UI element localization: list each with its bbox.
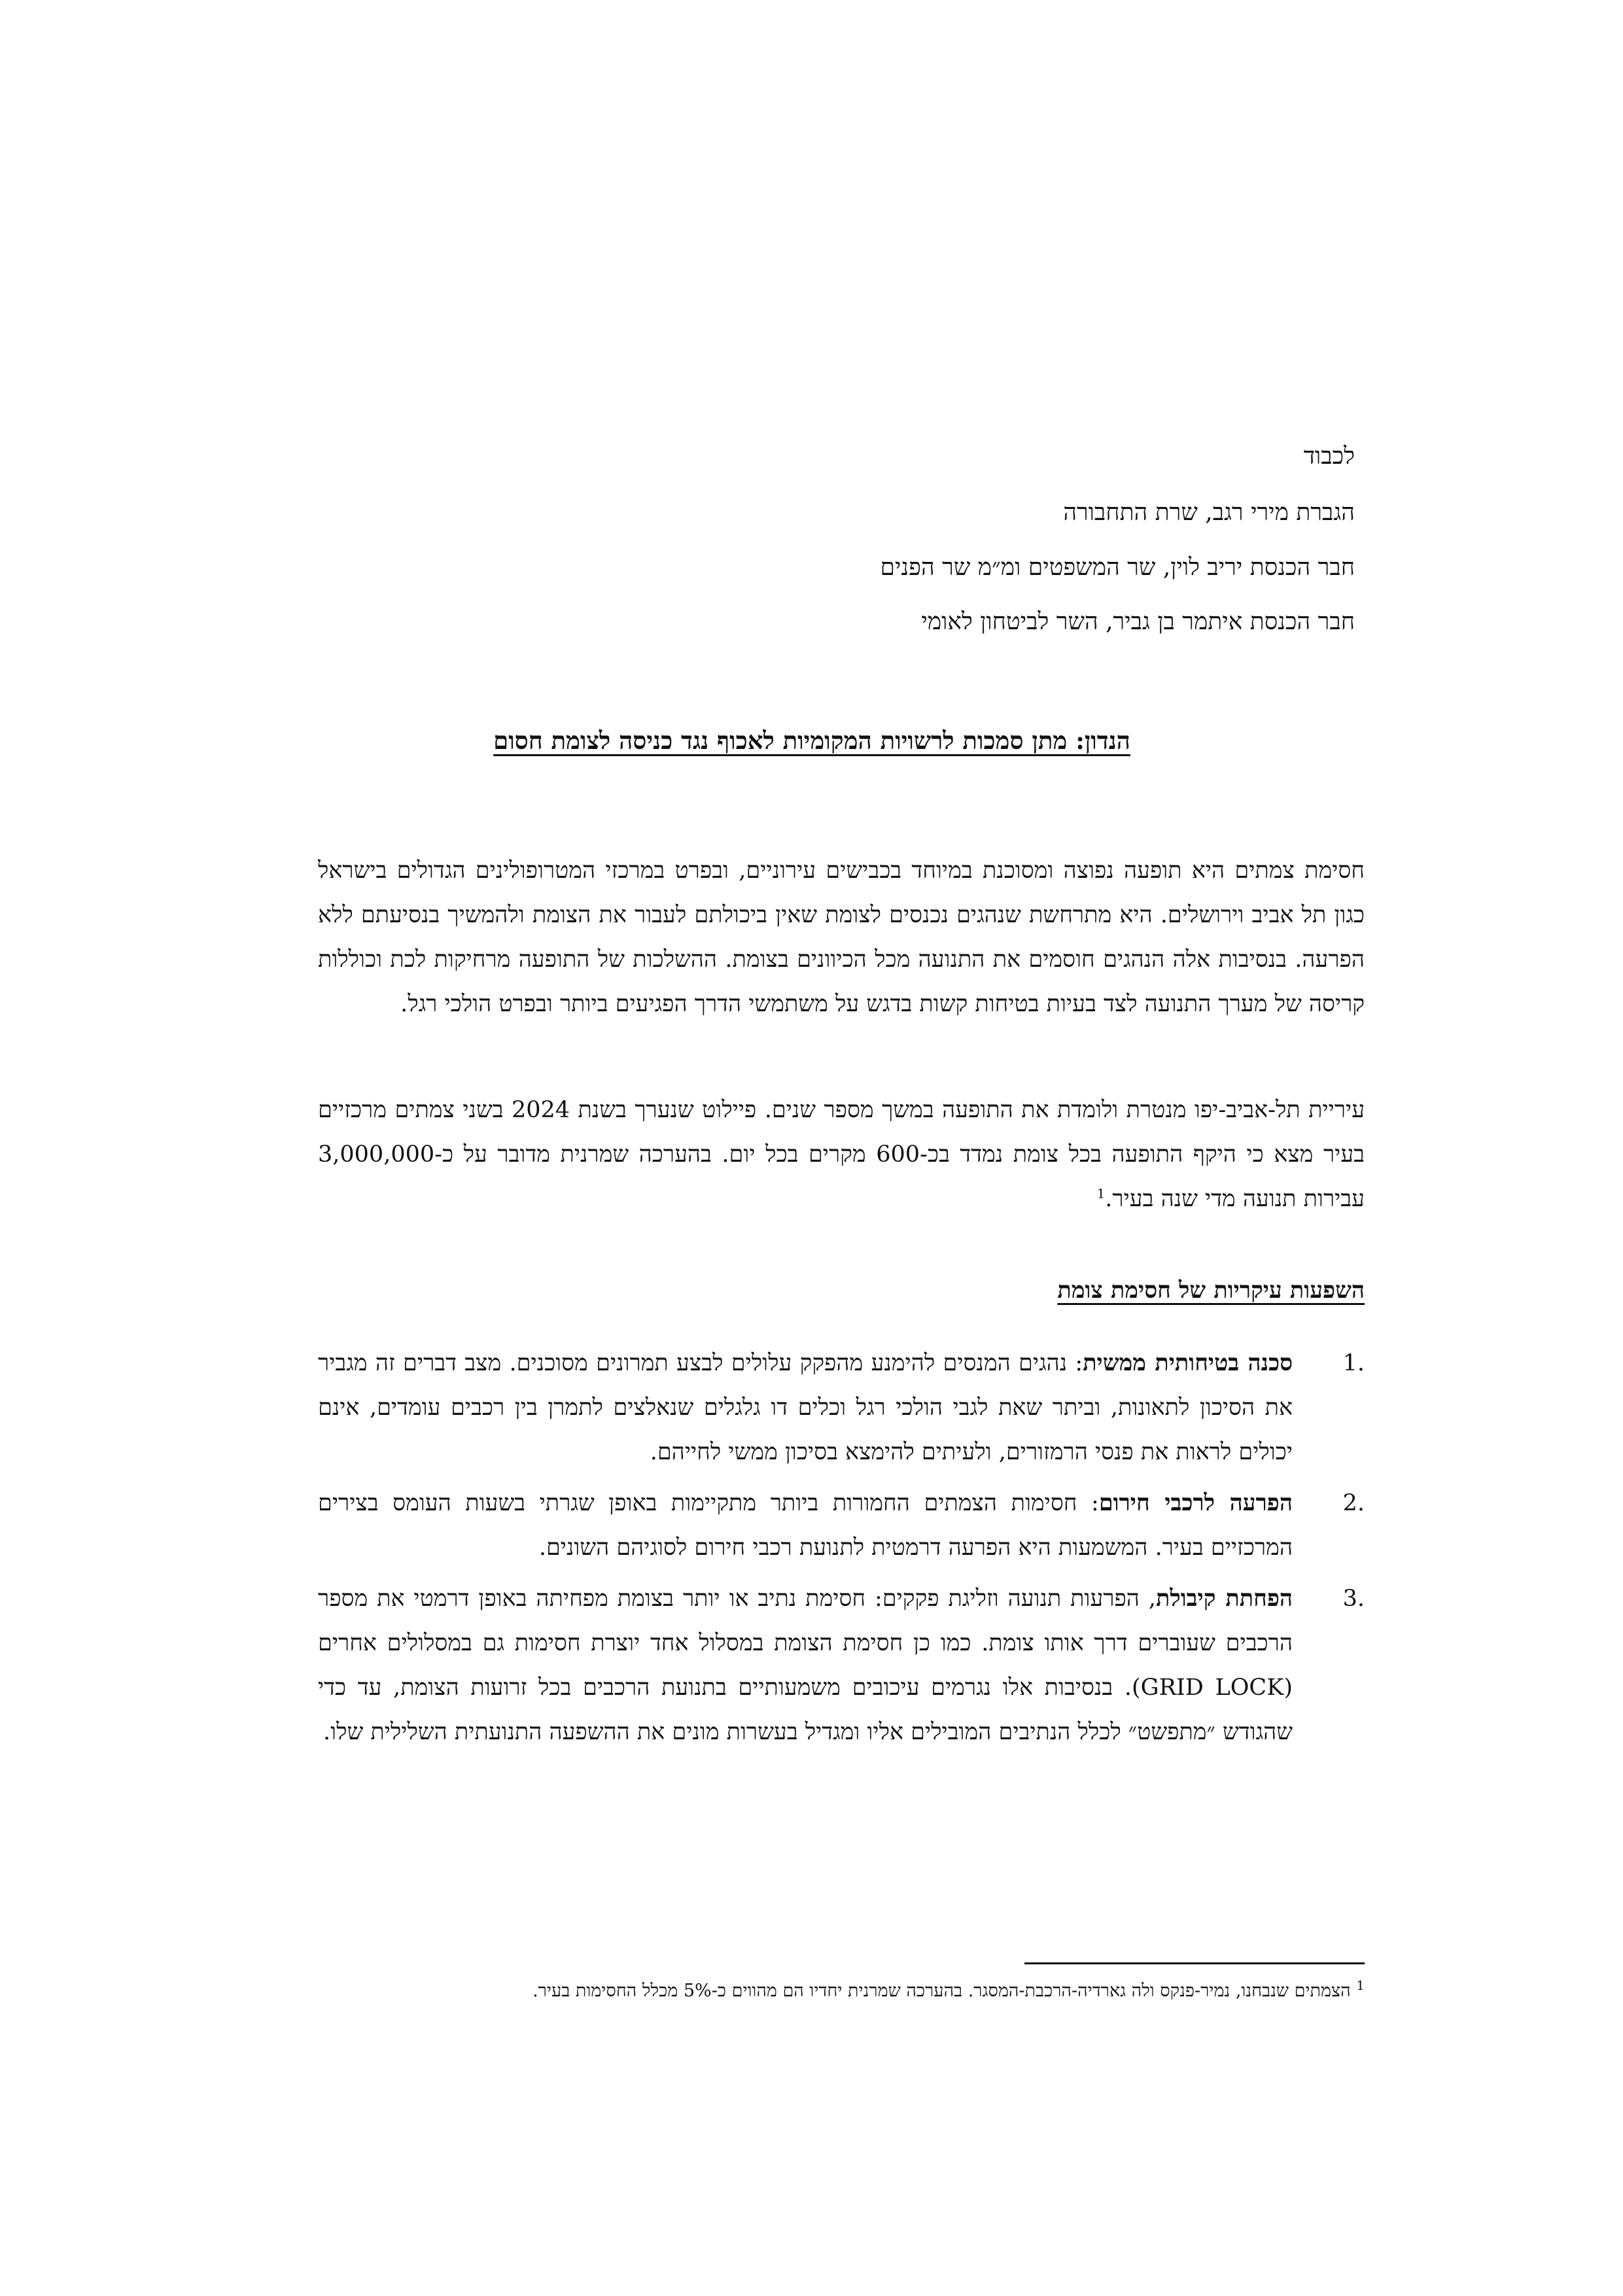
item-lead: הפחתת קיבולת xyxy=(1155,1585,1293,1612)
list-item xyxy=(318,1341,1365,1474)
impacts-list xyxy=(318,1341,1365,1761)
list-number: 3. xyxy=(1342,1586,1365,1612)
list-number: 1. xyxy=(1342,1350,1365,1376)
addressee-line: חבר הכנסת איתמר בן גביר, השר לביטחון לאומי xyxy=(921,608,1355,635)
footnote-text: הצמתים שנבחנו, נמיר-פנקס ולה גארדיה-הרכבת-המסגר. בהערכה שמרנית יחדיו הם מהווים כ-5% מכלל החסימות בעיר. xyxy=(532,1981,1351,2001)
section-heading: השפעות עיקריות של חסימת צומת xyxy=(1057,1277,1365,1304)
list-item xyxy=(318,1576,1365,1754)
body-paragraph xyxy=(318,1088,1365,1221)
item-lead: סכנה בטיחותית ממשית xyxy=(1083,1349,1293,1376)
item-text: : חסימות הצמתים החמורות ביותר מתקיימות באופן שגרתי בשעות העומס בצירים המרכזיים בעיר. המשמעות היא הפרעה דרמטית לתנועת רכבי חירום לסוגיהם השונים. xyxy=(318,1490,1293,1561)
footnote-number: 1 xyxy=(1356,1977,1365,1993)
item-text: , הפרעות תנועה וזליגת פקקים: חסימת נתיב או יותר בצומת מפחיתה באופן דרמטי את מספר הרכבים שעוברים דרך אותו צומת. כמו כן חסימת הצומת במסלול אחד יוצרת חסימות גם במסלולים אחרים (GRID LOCK). בנסיבות אלו נגרמים עיכובים משמעותיים בתנועת הרכבים בכל זרועות הצומת, עד כדי שהגודש ״מתפשט״ לכלל הנתיבים המובילים אליו ומגדיל בעשרות מונים את ההשפעה התנועתית השלילית שלו. xyxy=(318,1586,1293,1745)
salutation: לכבוד xyxy=(1303,443,1355,470)
item-text: : נהגים המנסים להימנע מהפקק עלולים לבצע תמרונים מסוכנים. מצב דברים זה מגביר את הסיכון לתאונות, וביתר שאת לגבי הולכי רגל וכלים דו גלגלים שנאלצים לתמרן בין רכבים עומדים, אינם יכולים לראות את פנסי הרמזורים, ולעיתים להימצא בסיכון ממשי לחייהם. xyxy=(318,1350,1293,1465)
list-item xyxy=(318,1481,1365,1570)
addressee-line: חבר הכנסת יריב לוין, שר המשפטים ומ״מ שר הפנים xyxy=(880,554,1355,581)
list-number: 2. xyxy=(1342,1490,1365,1516)
item-lead: הפרעה לרכבי חירום xyxy=(1098,1489,1293,1516)
footnote-marker[interactable]: 1 xyxy=(1096,1185,1106,1202)
paragraph-text: עיריית תל-אביב-יפו מנטרת ולומדת את התופעה במשך מספר שנים. פיילוט שנערך בשנת 2024 בשני צמתים מרכזיים בעיר מצא כי היקף התופעה בכל צומת נמדד בכ-600 מקרים בכל יום. בהערכה שמרנית מדובר על כ-3,000,000 עבירות תנועה מדי שנה בעיר. xyxy=(318,1097,1365,1212)
footnote xyxy=(318,1978,1365,2004)
addressee-line: הגברת מירי רגב, שרת התחבורה xyxy=(1063,499,1355,526)
body-paragraph: חסימת צמתים היא תופעה נפוצה ומסוכנת במיוחד בכבישים עירוניים, ובפרט במרכזי המטרופולינים הגדולים בישראל כגון תל אביב וירושלים. היא מתרחשת שנהגים נכנסים לצומת שאין ביכולתם לעבור את הצומת ולהמשיך בנסיעתם ללא הפרעה. בנסיבות אלה הנהגים חוסמים את התנועה מכל הכיוונים בצומת. ההשלכות של התופעה מרחיקות לכת וכוללות קריסה של מערך התנועה לצד בעיות בטיחות קשות בדגש על משתמשי הדרך הפגיעים ביותר ובפרט הולכי רגל. xyxy=(318,858,1365,1017)
footnote-separator xyxy=(1024,1962,1365,1964)
subject-line: הנדון: מתן סמכות לרשויות המקומיות לאכוף נגד כניסה לצומת חסום xyxy=(493,726,1130,755)
